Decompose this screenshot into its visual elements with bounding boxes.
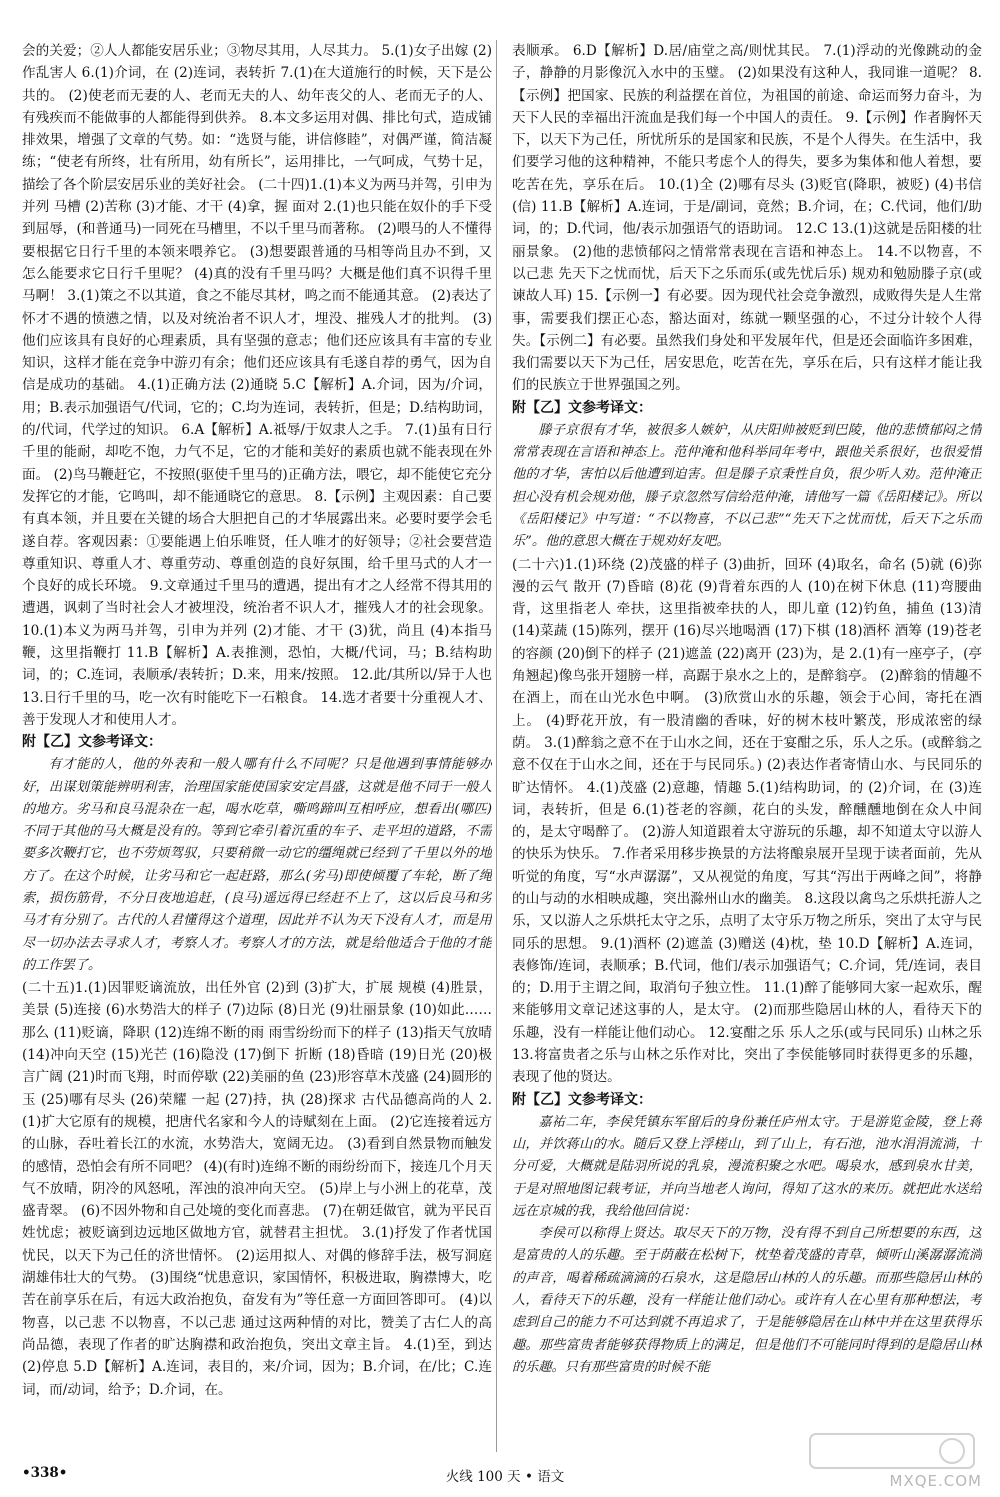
page-number: •338• [22,1465,68,1481]
reference-translation-heading: 附【乙】文参考译文： [512,1091,652,1108]
right-column [512,40,982,1450]
reference-paragraph: 嘉祐二年，李侯凭镇东军留后的身份兼任庐州太守。于是游览金陵，登上蒋山，并饮蒋山的水。随后又登上浮槎山，到了山上，有石池，池水涓涓流淌，十分可爱，大概就是陆羽所说的乳泉，漫流积聚之水吧。喝泉水，感到泉水甘美，于是对照地图记载考证，并向当地老人询问，得知了这水的来历。就把此水送给远在京城的我，我给他回信说： [512,1114,982,1219]
answer-block-25-cont: 表顺承。 6.D【解析】D.居/庙堂之高/则忧其民。 7.(1)浮动的光像跳动的金子，静静的月影像沉入水中的玉璧。 (2)如果没有这种人，我同谁一道呢？ 8.【示例】把国家、民族的利益摆在首位，为祖国的前途、命运而努力奋斗，为天下人民的幸福出汗流血是我们每一个中国人的责任。 9.【示例】作者胸怀天下，以天下为己任，所忧所乐的是国家和民族，不是个人得失。在生活中，我们要学习他的这种精神，不能只考虑个人的得失，要多为集体和他人着想，要吃苦在先，享乐在后。 10.(1)全 (2)哪有尽头 (3)贬官(降职，被贬) (4)书信(信) 11.B【解析】A.连词，于是/副词，竟然；B.介词，在；C.代词，他们/助词，的；D.代词，他/表示加强语气的语助词。 12.C 13.(1)这就是岳阳楼的壮丽景象。 (2)他的悲愤郁闷之情常常表现在言语和神态上。 14.不以物喜，不以己悲 先天下之忧而忧，后天下之乐而乐(或先忧后乐) 规劝和勉励滕子京(或谏故人耳) 15.【示例一】有必要。因为现代社会竞争激烈，成败得失是人生常事，需要我们摆正心态，豁达面对，练就一颗坚强的心，不过分计较个人得失。【示例二】有必要。虽然我们身处和平发展年代，但是还会面临许多困难，我们需要以天下为己任，居安思危，吃苦在先，享乐在后，只有这样才能让我们的民族立于世界强国之列。 [512,43,982,394]
answer-block-26: (二十六)1.(1)环绕 (2)茂盛的样子 (3)曲折，回环 (4)取名，命名 (5)就 (6)弥漫的云气 散开 (7)昏暗 (8)花 (9)背着东西的人 (10)在树下休息 (11)弯腰曲背，这里指老人 牵扶，这里指被牵扶的人，即儿童 (12)钓鱼，捕鱼 (13)清 (14)菜蔬 (15)陈列，摆开 (16)尽兴地喝酒 (17)下棋 (18)酒杯 酒筹 (19)苍老的容颜 (20)倒下的样子 (21)遮盖 (22)离开 (23)为，是 2.(1)有一座亭子，(亭角翘起)像鸟张开翅膀一样，高踞于泉水之上的，是醉翁亭。 (2)醉翁的情趣不在酒上，而在山光水色中啊。 (3)欣赏山水的乐趣，领会于心间，寄托在酒上。 (4)野花开放，有一股清幽的香味，好的树木枝叶繁茂，形成浓密的绿荫。 3.(1)醉翁之意不在于山水之间，还在于宴酣之乐，乐人之乐。(或醉翁之意不仅在于山水之间，还在于与民同乐。) (2)表达作者寄情山水、与民同乐的旷达情怀。 4.(1)茂盛 (2)意趣，情趣 5.(1)结构助词，的 (2)介词，在 (3)连词，表转折，但是 6.(1)苍老的容颜，花白的头发，醉醺醺地倒在众人中间的，是太守喝醉了。 (2)游人知道跟着太守游玩的乐趣，却不知道太守以游人的快乐为快乐。 7.作者采用移步换景的方法将酿泉展开呈现于读者面前，先从听觉的角度，写“水声潺潺”，又从视觉的角度，写其“泻出于两峰之间”，将静的山与动的水相映成趣，突出滁州山水的幽美。 8.这段以禽鸟之乐烘托游人之乐，又以游人之乐烘托太守之乐，点明了太守乐万物之所乐，突出了太守与民同乐的思想。 9.(1)酒杯 (2)遮盖 (3)赠送 (4)枕，垫 10.D【解析】A.连词，表修饰/连词，表顺承；B.代词，他们/表示加强语气；C.介词，凭/连词，表目的；D.用于主谓之间，取消句子独立性。 11.(1)醉了能够同大家一起欢乐，醒来能够用文章记述这事的人，是太守。 (2)而那些隐居山林的人，看待天下的乐趣，没有一样能让他们动心。 12.宴酣之乐 乐人之乐(或与民同乐) 山林之乐 13.将富贵者之乐与山林之乐作对比，突出了李侯能够同时获得更多的乐趣，表现了他的贤达。 [512,556,982,1086]
reference-translation-body [22,754,492,977]
answer-block-24: 会的关爱；②人人都能安居乐业；③物尽其用，人尽其力。 5.(1)女子出嫁 (2)作乱害人 6.(1)介词，在 (2)连词，表转折 7.(1)在大道施行的时候，天下是公共的。 (2)使老而无妻的人、老而无夫的人、幼年丧父的人、老而无子的人、有残疾而不能做事的人都能得到供养。 8.本文多运用对偶、排比句式，造成铺排效果，增强了文章的气势。如：“选贤与能，讲信修睦”，对偶严谨，简洁凝练；“使老有所终，壮有所用，幼有所长”，运用排比，一气呵成，气势十足，描绘了各个阶层安居乐业的美好社会。 (二十四)1.(1)本义为两马并驾，引申为并列 马槽 (2)苦称 (3)才能、才干 (4)拿，握 面对 2.(1)也只能在奴仆的手下受到屈辱，(和普通马)一同死在马槽里，不以千里马而著称。 (2)喂马的人不懂得要根据它日行千里的本领来喂养它。 (3)想要跟普通的马相等尚且办不到，又怎么能要求它日行千里呢？ (4)真的没有千里马吗？大概是他们真不识得千里马啊！ 3.(1)策之不以其道，食之不能尽其材，鸣之而不能通其意。 (2)表达了怀才不遇的愤懑之情，以及对统治者不识人才，埋没、摧残人才的批判。 (3)他们应该具有良好的心理素质，具有坚强的意志；他们还应该具有丰富的专业知识，这样才能在竞争中游刃有余；他们还应该具有毛遂自荐的勇气，因为自信是成功的基础。 4.(1)正确方法 (2)通晓 5.C【解析】A.介词，因为/介词，用；B.表示加强语气/代词，它的；C.均为连词，表转折，但是；D.结构助词，的/代词，代学过的知识。 6.A【解析】A.祗辱/于奴隶人之手。 7.(1)虽有日行千里的能耐，却吃不饱，力气不足，它的才能和美好的素质也就不能表现在外面。 (2)鸟马鞭赶它，不按照(驱使千里马的)正确方法，喂它，却不能使它充分发挥它的才能，它鸣叫，却不能通晓它的意思。 8.【示例】主观因素：自己要有真本领，并且要在关键的场合大胆把自己的才华展露出来。必要时要学会毛遂自荐。客观因素：①要能遇上伯乐唯贤，任人唯才的好领导；②社会要营造尊重知识、尊重人才、尊重劳动、尊重创造的良好氛围，给千里马式的人才一个良好的成长环境。 9.文章通过千里马的遭遇，提出有才之人经常不得其用的遭遇，讽刺了当时社会人才被埋没，统治者不识人才，摧残人才的社会现象。 10.(1)本义为两马并驾，引申为并列 (2)才能、才干 (3)犹，尚且 (4)本指马鞭，这里指鞭打 11.B【解析】A.表推测，恐怕，大概/代词，马；B.结构助词，的；C.连词，表顺承/表转折；D.来，用来/按照。 12.此/其所以/异于人也 13.日行千里的马，吃一次有时能吃下一石粮食。 14.选才者要十分重视人才、善于发现人才和使用人才。 [22,43,492,728]
reference-paragraph: 李侯可以称得上贤达。取尽天下的万物，没有得不到自己所想要的东西，这是富贵的人的乐趣。至于荫蔽在松树下，枕垫着茂盛的青草，倾听山溪潺潺流淌的声音，喝着稀疏滴滴的石泉水，这是隐居山林的人的乐趣。而那些隐居山林的人，看待天下的乐趣，没有一样能让他们动心。或许有人在心里有那种想法，考虑到自己的能力不可达到就不再追求了，于是能够隐居在山林中并在这里获得乐趣。那些富贵者能够获得物质上的满足，但是他们不可能同时得到的是隐居山林的乐趣。只有那些富贵的时候不能 [512,1226,982,1375]
column-divider [496,40,497,1452]
left-column [22,40,492,1450]
book-title: 火线 100 天 • 语文 [445,1469,565,1485]
answer-block-25: (二十五)1.(1)因罪贬谪流放，出任外官 (2)到 (3)扩大，扩展 规模 (4)胜景，美景 (5)连接 (6)水势浩大的样子 (7)边际 (8)日光 (9)壮丽景象 (10)如此……那么 (11)贬谪，降职 (12)连绵不断的雨 雨雪纷纷而下的样子 (13)指天气放晴 (14)冲向天空 (15)光芒 (16)隐没 (17)倒下 折断 (18)昏暗 (19)日光 (20)极言广阔 (21)时而飞翔，时而停歇 (22)美丽的鱼 (23)形容草木茂盛 (24)圆形的玉 (25)哪有尽头 (26)荣耀 一起 (27)持，执 (28)探求 古代品德高尚的人 2.(1)扩大它原有的规模，把唐代名家和今人的诗赋刻在上面。 (2)它连接着远方的山脉，吞吐着长江的水流，水势浩大，宽阔无边。 (3)看到自然景物而触发的感情，恐怕会有所不同吧？ (4)(有时)连绵不断的雨纷纷而下，接连几个月天气不放晴，阴冷的风怒吼，浑浊的浪冲向天空。 (5)岸上与小洲上的花草，茂盛青翠。 (6)不因外物和自己处境的变化而喜悲。 (7)在朝廷做官，就为平民百姓忧虑；被贬谪到边远地区做地方官，就替君主担忧。 3.(1)抒发了作者忧国忧民，以天下为己任的济世情怀。 (2)运用拟人、对偶的修辞手法，极写洞庭湖雄伟壮大的气势。 (3)围绕“忧患意识，家国情怀，积极进取，胸襟博大，吃苦在前享乐在后，有远大政治抱负，奋发有为”等任意一方面回答即可。 (4)以物喜，以己悲 不以物喜，不以己悲 通过这两种情的对比，赞美了古仁人的高尚品德，表现了作者的旷达胸襟和政治抱负，突出文章主旨。 4.(1)至，到达 (2)停息 5.D【解析】A.连词，表目的，来/介词，因为；B.介词，在/比；C.连词，而/动词，给予；D.介词，在。 [22,980,492,1398]
reference-paragraph: 有才能的人，他的外表和一般人哪有什么不同呢？只是他遇到事情能够办好，出谋划策能辨明利害，治理国家能使国家安定昌盛，这就是他不同于一般人的地方。劣马和良马混杂在一起，喝水吃草，嘶鸣蹄叫互相呼应，想看出(哪匹)不同于其他的马大概是没有的。等到它牵引着沉重的车子、走平坦的道路，不需要多次鞭打它，也不劳烦驾驭，只要稍微一动它的缰绳就已经到了千里以外的地方了。在这个时候，让劣马和它一起赶路，那么(劣马)即使倾覆了车轮，断了绳索，损伤筋骨，不分日夜地追赶，(良马)遥远得已经赶不上了，这以后良马和劣马才有分别了。古代的人君懂得这个道理，因此并不认为天下没有人才，而是用尽一切办法去寻求人才，考察人才。考察人才的方法，就是给他适合于他的才能的工作罢了。 [22,757,492,973]
watermark-logo [802,1432,982,1492]
reference-translation-body [512,1112,982,1380]
reference-translation-heading: 附【乙】文参考译文： [512,399,652,416]
reference-translation-body [512,420,982,554]
reference-translation-heading: 附【乙】文参考译文： [22,734,162,751]
reference-paragraph: 滕子京很有才华，被很多人嫉妒，从庆阳帅被贬到巴陵，他的悲愤郁闷之情常常表现在言语和神态上。范仲淹和他科举同年考中，跟他关系很好，也很爱惜他的才华，害怕以后他遭到迫害。但是滕子京秉性自负，很少听人劝。范仲淹正担心没有机会规劝他，滕子京忽然写信给范仲淹，请他写一篇《岳阳楼记》。所以《岳阳楼记》中写道：“不以物喜，不以己悲”“先天下之忧而忧，后天下之乐而乐”。他的意思大概在于规劝好友吧。 [512,422,982,550]
watermark-text: MXQE.COM [889,1472,982,1490]
